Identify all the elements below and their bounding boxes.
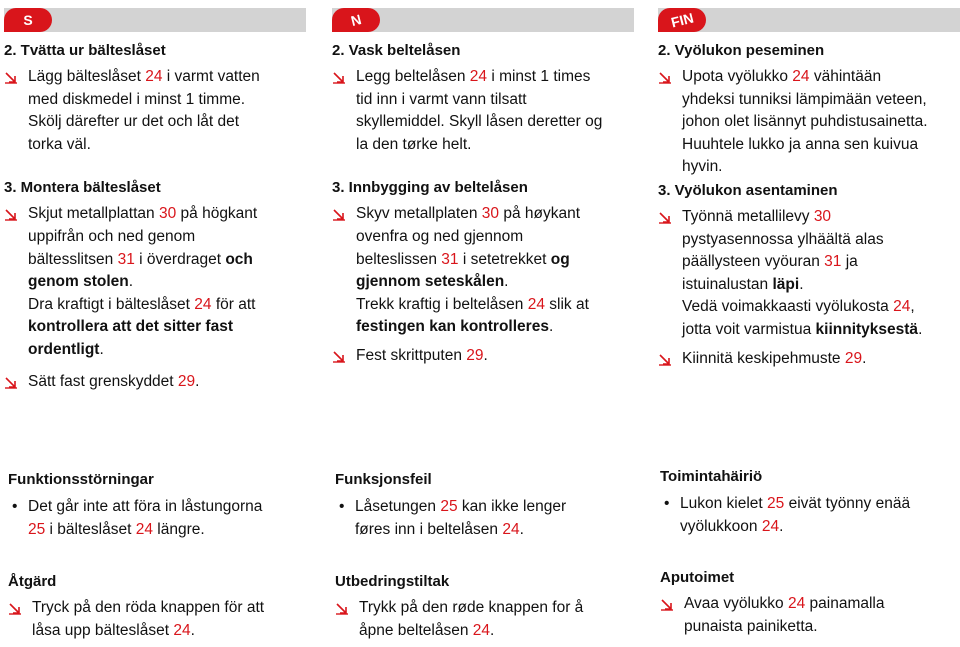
fix-block-swedish: [8, 572, 308, 642]
section-title: 2. Vask beltelåsen: [332, 42, 461, 59]
column-finnish: [658, 8, 958, 370]
arrow-down-right-icon: [4, 209, 18, 221]
language-bar: [658, 8, 960, 32]
arrow-down-right-icon: [335, 603, 349, 615]
instruction-step: Skjut metallplattan 30 på högkant uppifrån och ned genom bältesslitsen 31 i överdraget och genom stolen. Dra kraftigt i bälteslåset 24 för att kontrollera att det sitter fast ordentligt.: [4, 203, 304, 361]
fix-block-finnish: [660, 568, 960, 638]
arrow-down-right-icon: [658, 72, 672, 84]
instruction-step: Trykk på den røde knappen for å åpne beltelåsen 24.: [335, 597, 635, 642]
instruction-step: Fest skrittputen 29.: [332, 345, 632, 368]
fix-block-norwegian: [335, 572, 635, 642]
section-title: 3. Montera bälteslåset: [4, 179, 161, 197]
arrow-down-right-icon: [332, 351, 346, 363]
instruction-step: Työnnä metallilevy 30 pystyasennossa ylhäältä alas päällysteen vyöuran 31 ja istuinalustan läpi. Vedä voimakkaasti vyölukosta 24, jotta voit varmistua kiinnityksestä.: [658, 206, 958, 342]
instruction-step: Upota vyölukko 24 vähintään yhdeksi tunniksi lämpimään veteen, johon olet lisännyt puhdistusainetta. Huuhtele lukko ja anna sen kuivua hyvin.: [658, 66, 958, 179]
section-title: 2. Vyölukon peseminen: [658, 42, 825, 59]
section-title: 3. Vyölukon asentaminen: [658, 181, 838, 199]
trouble-block-swedish: [8, 470, 308, 541]
column-swedish: [4, 8, 304, 393]
section-title: 3. Innbygging av beltelåsen: [332, 179, 528, 197]
arrow-down-right-icon: [332, 209, 346, 221]
list-item: • Det går inte att föra in låstungorna 25 i bälteslåset 24 längre.: [12, 498, 263, 538]
arrow-down-right-icon: [8, 603, 22, 615]
fix-title: Utbedringstiltak: [335, 573, 450, 590]
fix-title: Åtgärd: [8, 573, 57, 590]
arrow-down-right-icon: [332, 72, 346, 84]
language-bar: [332, 8, 634, 32]
instruction-step: Tryck på den röda knappen för att låsa upp bälteslåset 24.: [8, 597, 308, 642]
trouble-title: Toimintahäiriö: [660, 468, 763, 485]
instruction-step: Skyv metallplaten 30 på høykant ovenfra og ned gjennom belteslissen 31 i setetrekket og gjennom seteskålen. Trekk kraftig i beltelåsen 24 slik at festingen kan kontrolleres.: [332, 203, 632, 339]
trouble-title: Funktionsstörningar: [8, 471, 154, 488]
arrow-down-right-icon: [4, 72, 18, 84]
list-item: • Lukon kielet 25 eivät työnny enää vyölukkoon 24.: [664, 495, 911, 535]
section-title: 2. Tvätta ur bälteslåset: [4, 42, 166, 59]
instruction-step: Sätt fast grenskyddet 29.: [4, 371, 304, 394]
fix-title: Aputoimet: [660, 569, 735, 586]
column-norwegian: [332, 8, 632, 368]
trouble-block-finnish: [660, 467, 960, 538]
arrow-down-right-icon: [660, 599, 674, 611]
language-badge: N: [332, 8, 380, 32]
instruction-step: Lägg bälteslåset 24 i varmt vatten med diskmedel i minst 1 timme. Skölj därefter ur det och låt det torka väl.: [4, 66, 304, 156]
arrow-down-right-icon: [658, 212, 672, 224]
instruction-step: Kiinnitä keskipehmuste 29.: [658, 348, 958, 371]
trouble-title: Funksjonsfeil: [335, 471, 432, 488]
arrow-down-right-icon: [658, 354, 672, 366]
list-item: • Låsetungen 25 kan ikke lenger føres inn i beltelåsen 24.: [339, 498, 567, 538]
trouble-block-norwegian: [335, 470, 635, 541]
language-badge: S: [4, 8, 52, 32]
language-badge: FIN: [658, 8, 706, 32]
arrow-down-right-icon: [4, 377, 18, 389]
instruction-step: Avaa vyölukko 24 painamalla punaista painiketta.: [660, 593, 960, 638]
language-bar: [4, 8, 306, 32]
instruction-step: Legg beltelåsen 24 i minst 1 times tid inn i varmt vann tilsatt skyllemiddel. Skyll låsen deretter og la den tørke helt.: [332, 66, 632, 156]
